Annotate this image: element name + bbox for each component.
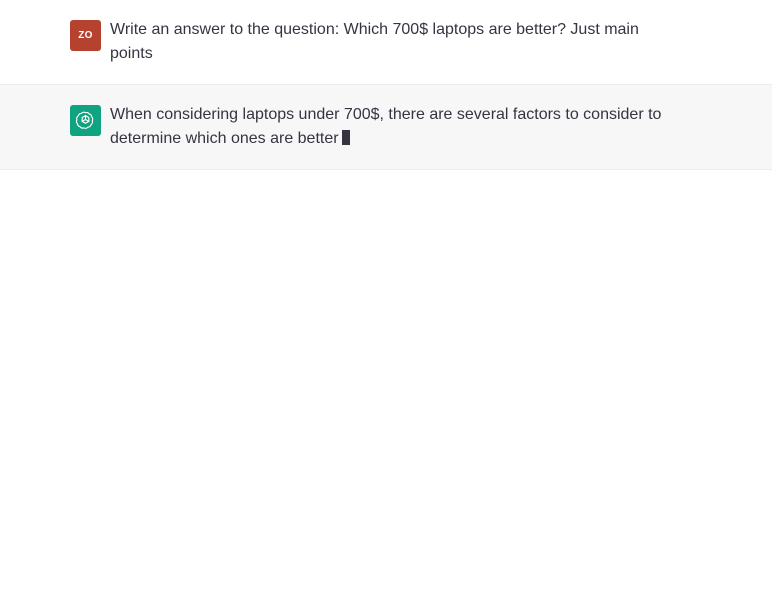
assistant-avatar-cell: [0, 103, 110, 136]
assistant-message-text: [110, 103, 672, 151]
openai-logo-icon: [75, 110, 96, 131]
user-message-text: Write an answer to the question: Which 700$ laptops are better? Just main points: [110, 21, 644, 62]
streaming-cursor: [342, 130, 350, 145]
assistant-avatar[interactable]: [70, 105, 101, 136]
chat-message-user: [0, 0, 772, 85]
chat-thread: [0, 0, 772, 170]
user-avatar-initials: ZO: [78, 30, 93, 41]
user-avatar[interactable]: [70, 20, 101, 51]
user-avatar-cell: [0, 18, 110, 51]
assistant-message-content: When considering laptops under 700$, there are several factors to consider to determine which ones are better: [110, 106, 666, 147]
chat-message-assistant: [0, 85, 772, 170]
assistant-message-bubble: [110, 103, 772, 151]
user-message-bubble: [110, 18, 772, 66]
